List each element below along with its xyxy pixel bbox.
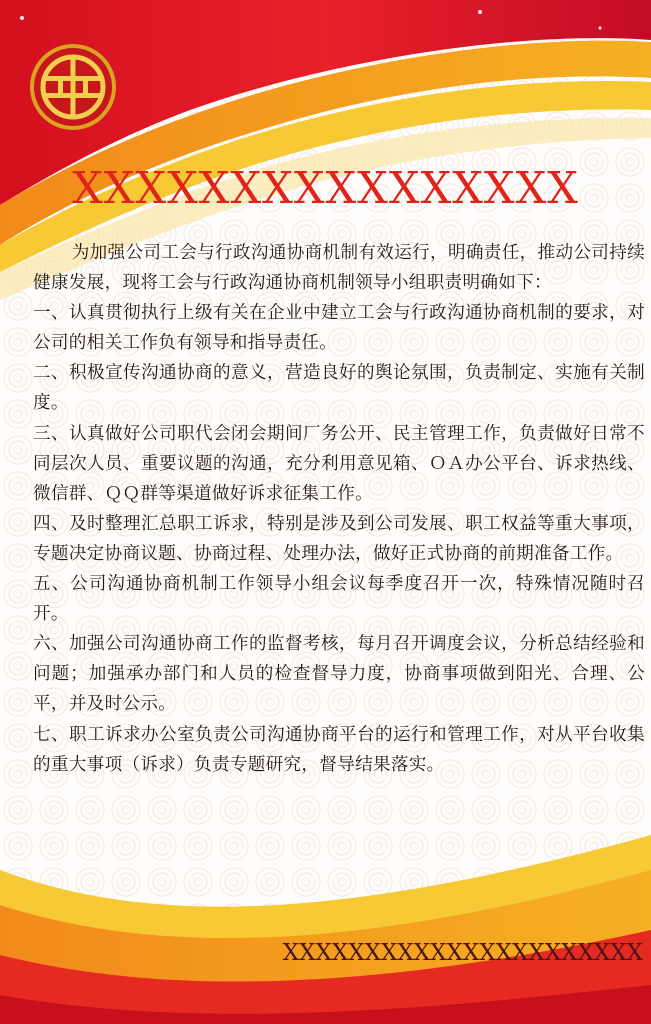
intro-paragraph: 为加强公司工会与行政沟通协商机制有效运行，明确责任，推动公司持续健康发展，现将工会与行政沟通协商机制领导小组职责明确如下： [33,243,645,294]
list-item: 二、积极宣传沟通协商的意义，营造良好的舆论氛围，负责制定、实施有关制度。 [33,363,645,414]
list-item: 一、认真贯彻执行上级有关在企业中建立工会与行政沟通协商机制的要求，对公司的相关工作负有领导和指导责任。 [33,303,645,354]
union-logo-icon [28,42,118,132]
list-item: 七、职工诉求办公室负责公司沟通协商平台的运行和管理工作，对从平台收集的重大事项（诉求）负责专题研究，督导结果落实。 [33,724,645,775]
list-item: 四、及时整理汇总职工诉求，特别是涉及到公司发展、职工权益等重大事项，专题决定协商议题、协商过程、处理办法，做好正式协商的前期准备工作。 [33,513,645,564]
list-item: 六、加强公司沟通协商工作的监督考核，每月召开调度会议，分析总结经验和问题；加强承办部门和人员的检查督导力度，协商事项做到阳光、合理、公平，并及时公示。 [33,634,645,715]
footer-signature: XXXXXXXXXXXXXXXXXXXXXX [282,940,643,966]
content-body [33,238,645,780]
list-item: 三、认真做好公司职代会闭会期间厂务公开、民主管理工作，负责做好日常不同层次人员、重要议题的沟通，充分利用意见箱、ＯＡ办公平台、诉求热线、微信群、ＱＱ群等渠道做好诉求征集工作。 [33,423,645,504]
list-item: 五、公司沟通协商机制工作领导小组会议每季度召开一次，特殊情况随时召开。 [33,574,645,625]
page-title: XXXXXXXXXXXXXXXX [72,163,579,214]
